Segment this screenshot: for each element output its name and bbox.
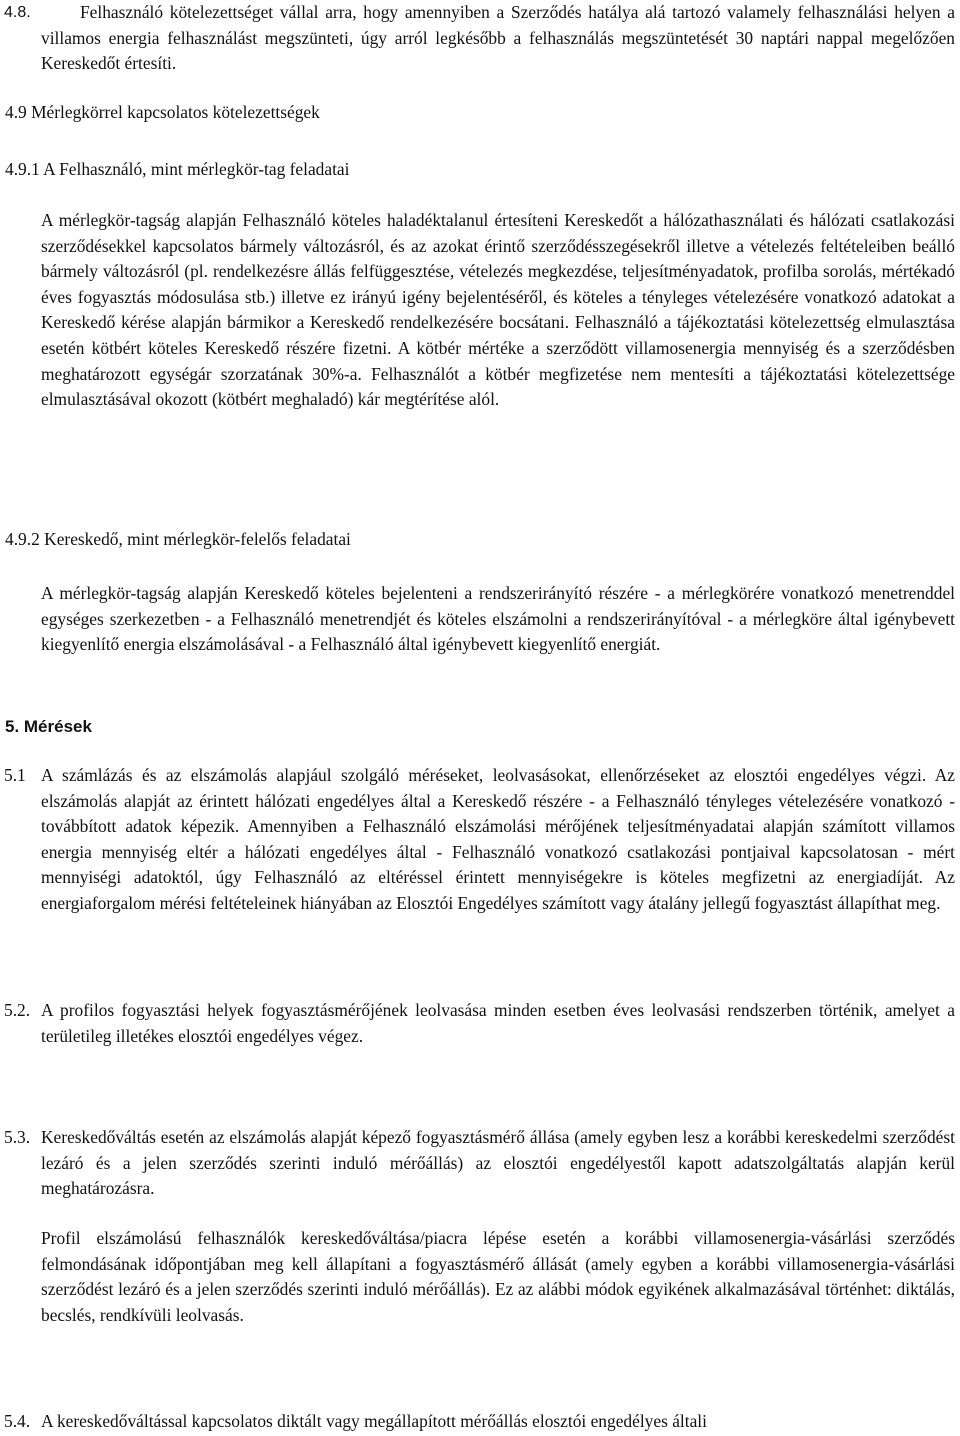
section-number: 5.2. bbox=[4, 1000, 31, 1020]
section-number: 5.4. bbox=[4, 1411, 31, 1431]
section-5-1-text: A számlázás és az elszámolás alapjául szolgáló méréseket, leolvasásokat, ellenőrzéseket az elosztói engedélyes végzi. Az elszámolás alapját az érintett hálózati engedélyes által a Kereskedő részére - a Felhasználó tényleges vételezésére vonatkozó - továbbított adatok képezik. Amennyiben a Felhasználó elszámolási mérőjének teljesítményadatai alapján számított villamos energia mennyiség eltér a hálózati engedélyes által - Felhasználó vonatkozó csatlakozási pontjaival kapcsolatosan - mért mennyiségi adatoktól, úgy Felhasználó az eltéréssel érintett mennyiségekre is köteles megfizetni az energiadíját. Az energiaforgalom mérési feltételeinek hiányában az Elosztói Engedélyes számított vagy átalány jellegű fogyasztást állapíthat meg. bbox=[41, 765, 955, 913]
section-4-9-2-text: A mérlegkör-tagság alapján Kereskedő köteles bejelenteni a rendszerirányító részére - a mérlegkörére vonatkozó menetrenddel egységes szerkezetben - a Felhasználó menetrendjét és köteles elszámolni a rendszerirányítóval - a mérlegköre által igénybevett kiegyenlítő energia elszámolásával - a Felhasználó által igénybevett kiegyenlítő energiát. bbox=[41, 583, 955, 655]
section-5-4-text: A kereskedőváltással kapcsolatos diktált vagy megállapított mérőállás elosztói engedélyes általi bbox=[41, 1411, 707, 1431]
section-4-8-text: Felhasználó kötelezettséget vállal arra, hogy amennyiben a Szerződés hatálya alá tartozó valamely felhasználási helyen a villamos energia felhasználást megszünteti, úgy arról legkésőbb a felhasználás megszüntetését 30 naptári nappal megelőzően Kereskedőt értesíti. bbox=[41, 2, 955, 74]
section-4-9-1-heading: 4.9.1 A Felhasználó, mint mérlegkör-tag feladatai bbox=[5, 159, 350, 179]
section-5-2-text: A profilos fogyasztási helyek fogyasztásmérőjének leolvasása minden esetben éves leolvasási rendszerben történik, amelyet a területileg illetékes elosztói engedélyes végez. bbox=[41, 1000, 955, 1046]
section-4-9-2-body bbox=[0, 581, 955, 658]
section-5-heading: 5. Mérések bbox=[5, 717, 92, 736]
section-5-1 bbox=[0, 763, 955, 917]
section-4-9-1-text: A mérlegkör-tagság alapján Felhasználó köteles haladéktalanul értesíteni Kereskedőt a hálózathasználati és hálózati csatlakozási szerződésekkel kapcsolatos bármely változásról, és az azokat érintő szerződésszegésekről illetve a vételezés feltételeiben beálló bármely változásról (pl. rendelkezésre állás felfüggesztése, vételezés megkezdése, teljesítményadatok, profilba sorolás, mértékadó éves fogyasztás módosulása stb.) illetve ez irányú igény bejelentéséről, és köteles a tényleges vételezésére vonatkozó adatokat a Kereskedő kérése alapján bármikor a Kereskedő rendelkezésére bocsátani. Felhasználó a tájékoztatási kötelezettség elmulasztása esetén kötbért köteles Kereskedő részére fizetni. A kötbér mértéke a szerződött villamosenergia mennyiség és a szerződésben meghatározott egységár szorzatának 30%-a. Felhasználót a kötbér megfizetése nem mentesíti a tájékoztatási kötelezettsége elmulasztásával okozott (kötbért meghaladó) kár megtérítése alól. bbox=[41, 210, 955, 410]
section-5-3 bbox=[0, 1125, 955, 1202]
section-number: 5.3. bbox=[4, 1127, 31, 1147]
section-5-2 bbox=[0, 998, 955, 1049]
section-5-3-text: Kereskedőváltás esetén az elszámolás alapját képező fogyasztásmérő állása (amely egyben lesz a korábbi kereskedelmi szerződést lezáró és a jelen szerződés szerinti induló mérőállás) az elosztói engedélyestől kapott adatszolgáltatás alapján kerül meghatározásra. bbox=[41, 1127, 955, 1199]
section-number: 5.1 bbox=[4, 765, 26, 785]
section-4-8 bbox=[0, 0, 955, 77]
section-5-3-continued bbox=[0, 1226, 955, 1328]
section-4-9-1-body bbox=[0, 208, 955, 413]
section-5-4 bbox=[0, 1409, 955, 1435]
section-5-3-text-2: Profil elszámolású felhasználók kereskedőváltása/piacra lépése esetén a korábbi villamosenergia-vásárlási szerződés felmondásának időpontjában meg kell állapítani a fogyasztásmérő állását (amely egyben a korábbi villamosenergia-vásárlási szerződést lezáró és a jelen szerződés szerinti induló mérőállás). Ez az alábbi módok egyikének alkalmazásával történhet: diktálás, becslés, rendkívüli leolvasás. bbox=[41, 1228, 955, 1325]
section-number: 4.8. bbox=[4, 4, 31, 21]
section-4-9-2-heading: 4.9.2 Kereskedő, mint mérlegkör-felelős feladatai bbox=[5, 529, 351, 549]
section-4-9-heading: 4.9 Mérlegkörrel kapcsolatos kötelezettségek bbox=[5, 102, 320, 122]
